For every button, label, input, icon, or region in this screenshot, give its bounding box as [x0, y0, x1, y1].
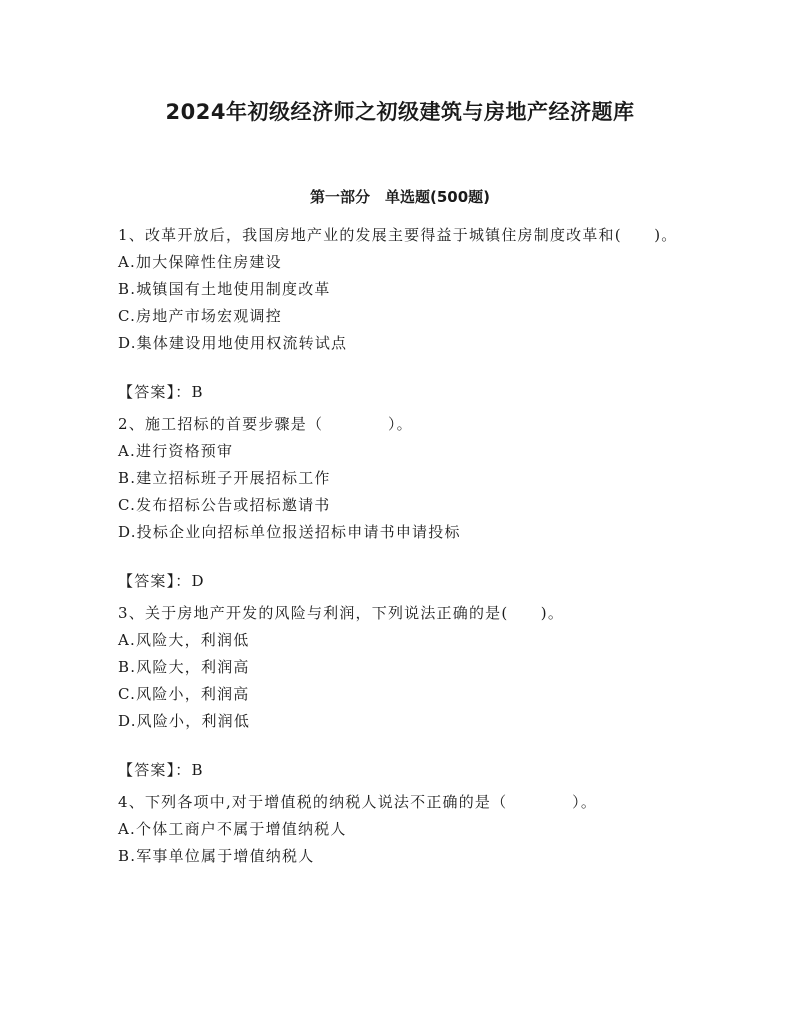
question-stem: 3、关于房地产开发的风险与利润，下列说法正确的是( )。: [118, 604, 565, 622]
document-title: 2024年初级经济师之初级建筑与房地产经济题库: [165, 100, 635, 124]
question-3: [118, 600, 688, 784]
question-1: [118, 222, 688, 406]
answer-line: [118, 568, 688, 595]
question-list: [118, 222, 688, 870]
question-4: [118, 789, 688, 870]
section-heading: 第一部分 单选题(500题): [309, 188, 491, 206]
option-c: C.发布招标公告或招标邀请书: [118, 496, 331, 514]
question-stem: 1、改革开放后，我国房地产业的发展主要得益于城镇住房制度改革和( )。: [118, 226, 678, 244]
option-c: C.房地产市场宏观调控: [118, 307, 282, 325]
answer-value: B: [191, 383, 204, 401]
option-b: B.军事单位属于增值纳税人: [118, 847, 315, 865]
option-c: C.风险小，利润高: [118, 685, 250, 703]
question-2: [118, 411, 688, 595]
option-a: A.个体工商户不属于增值纳税人: [118, 820, 347, 838]
question-stem: 2、施工招标的首要步骤是（ ）。: [118, 415, 413, 433]
option-a: A.风险大，利润低: [118, 631, 250, 649]
option-a: A.进行资格预审: [118, 442, 234, 460]
option-a: A.加大保障性住房建设: [118, 253, 282, 271]
answer-line: [118, 757, 688, 784]
option-d: D.风险小，利润低: [118, 712, 251, 730]
answer-label: 【答案】：: [118, 572, 192, 590]
answer-label: 【答案】：: [118, 761, 192, 779]
option-d: D.集体建设用地使用权流转试点: [118, 334, 348, 352]
option-b: B.风险大，利润高: [118, 658, 250, 676]
option-b: B.建立招标班子开展招标工作: [118, 469, 331, 487]
option-d: D.投标企业向招标单位报送招标申请书申请投标: [118, 523, 461, 541]
answer-line: [118, 379, 688, 406]
option-b: B.城镇国有土地使用制度改革: [118, 280, 331, 298]
question-stem: 4、下列各项中,对于增值税的纳税人说法不正确的是（ ）。: [118, 793, 598, 811]
answer-label: 【答案】：: [118, 383, 192, 401]
answer-value: D: [191, 572, 205, 590]
answer-value: B: [191, 761, 204, 779]
